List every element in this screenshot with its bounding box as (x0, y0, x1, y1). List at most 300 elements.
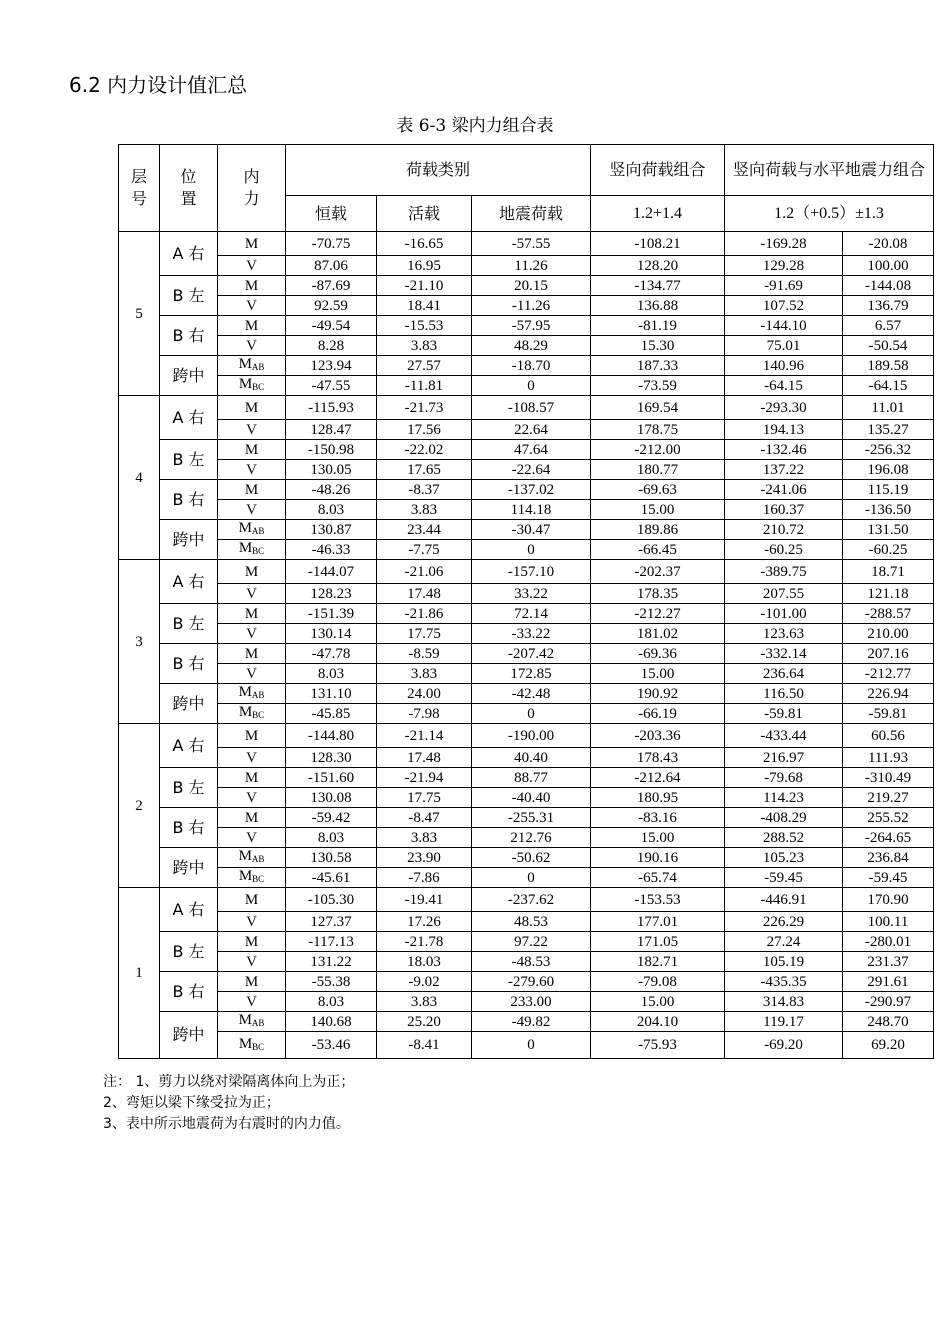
table-row (119, 912, 934, 932)
force-type: M (218, 932, 286, 952)
value-cell: 92.59 (286, 296, 377, 316)
value-cell: 189.58 (843, 356, 934, 376)
value-cell: 8.03 (286, 828, 377, 848)
table-row (119, 768, 934, 788)
value-cell: 131.22 (286, 952, 377, 972)
table-row (119, 868, 934, 888)
table-row (119, 624, 934, 644)
header-force: 内力 (218, 145, 286, 232)
value-cell: 207.55 (725, 584, 843, 604)
table-row (119, 356, 934, 376)
position-label: A 右 (160, 560, 218, 604)
value-cell: -151.39 (286, 604, 377, 624)
floor-number: 1 (119, 888, 160, 1059)
value-cell: 178.35 (591, 584, 725, 604)
value-cell: -55.38 (286, 972, 377, 992)
value-cell: 97.22 (472, 932, 591, 952)
force-type: M (218, 276, 286, 296)
table-row (119, 952, 934, 972)
table-header (119, 145, 934, 232)
value-cell: -435.35 (725, 972, 843, 992)
value-cell: 17.26 (377, 912, 472, 932)
value-cell: 169.54 (591, 396, 725, 420)
value-cell: -59.81 (843, 704, 934, 724)
value-cell: -21.06 (377, 560, 472, 584)
value-cell: 196.08 (843, 460, 934, 480)
value-cell: -241.06 (725, 480, 843, 500)
value-cell: -310.49 (843, 768, 934, 788)
value-cell: -190.00 (472, 724, 591, 748)
value-cell: 8.03 (286, 664, 377, 684)
value-cell: 17.48 (377, 584, 472, 604)
value-cell: 107.52 (725, 296, 843, 316)
table-row (119, 704, 934, 724)
position-label: A 右 (160, 724, 218, 768)
value-cell: 140.96 (725, 356, 843, 376)
value-cell: -144.10 (725, 316, 843, 336)
value-cell: -151.60 (286, 768, 377, 788)
value-cell: 0 (472, 704, 591, 724)
value-cell: 210.00 (843, 624, 934, 644)
value-cell: 105.19 (725, 952, 843, 972)
value-cell: -69.20 (725, 1032, 843, 1059)
table-row (119, 256, 934, 276)
table-row (119, 724, 934, 748)
value-cell: -136.50 (843, 500, 934, 520)
table-row (119, 748, 934, 768)
value-cell: 3.83 (377, 828, 472, 848)
position-label: B 右 (160, 972, 218, 1012)
force-type: $M_{BC}$ (218, 704, 286, 724)
value-cell: 115.19 (843, 480, 934, 500)
force-type: M (218, 480, 286, 500)
value-cell: 23.44 (377, 520, 472, 540)
force-type: V (218, 336, 286, 356)
table-row (119, 540, 934, 560)
position-label: B 右 (160, 808, 218, 848)
header-live-load: 活载 (377, 196, 472, 232)
table-row (119, 932, 934, 952)
value-cell: -264.65 (843, 828, 934, 848)
value-cell: 288.52 (725, 828, 843, 848)
value-cell: -290.97 (843, 992, 934, 1012)
value-cell: -40.40 (472, 788, 591, 808)
floor-number: 2 (119, 724, 160, 888)
value-cell: -45.85 (286, 704, 377, 724)
value-cell: 20.15 (472, 276, 591, 296)
value-cell: -144.08 (843, 276, 934, 296)
value-cell: -21.10 (377, 276, 472, 296)
value-cell: 33.22 (472, 584, 591, 604)
value-cell: 8.03 (286, 992, 377, 1012)
table-row (119, 376, 934, 396)
force-type: $M_{AB}$ (218, 848, 286, 868)
value-cell: 180.95 (591, 788, 725, 808)
force-type: M (218, 440, 286, 460)
force-type: M (218, 644, 286, 664)
value-cell: -117.13 (286, 932, 377, 952)
value-cell: 129.28 (725, 256, 843, 276)
value-cell: -212.77 (843, 664, 934, 684)
value-cell: 3.83 (377, 500, 472, 520)
floor-number: 5 (119, 232, 160, 396)
value-cell: 15.00 (591, 500, 725, 520)
value-cell: -47.55 (286, 376, 377, 396)
floor-number: 4 (119, 396, 160, 560)
value-cell: -20.08 (843, 232, 934, 256)
value-cell: 11.26 (472, 256, 591, 276)
value-cell: -50.62 (472, 848, 591, 868)
value-cell: -202.37 (591, 560, 725, 584)
value-cell: 25.20 (377, 1012, 472, 1032)
value-cell: 8.03 (286, 500, 377, 520)
value-cell: 0 (472, 376, 591, 396)
value-cell: 0 (472, 1032, 591, 1059)
value-cell: 88.77 (472, 768, 591, 788)
force-type: M (218, 724, 286, 748)
force-type: V (218, 296, 286, 316)
position-label: B 右 (160, 480, 218, 520)
value-cell: -9.02 (377, 972, 472, 992)
value-cell: -21.78 (377, 932, 472, 952)
value-cell: 11.01 (843, 396, 934, 420)
value-cell: -279.60 (472, 972, 591, 992)
value-cell: -105.30 (286, 888, 377, 912)
value-cell: 121.18 (843, 584, 934, 604)
force-type: V (218, 256, 286, 276)
value-cell: -83.16 (591, 808, 725, 828)
value-cell: 40.40 (472, 748, 591, 768)
value-cell: 87.06 (286, 256, 377, 276)
value-cell: 210.72 (725, 520, 843, 540)
value-cell: -8.41 (377, 1032, 472, 1059)
table-row (119, 440, 934, 460)
value-cell: 0 (472, 868, 591, 888)
value-cell: -59.81 (725, 704, 843, 724)
value-cell: -22.02 (377, 440, 472, 460)
position-label: 跨中 (160, 520, 218, 560)
value-cell: -389.75 (725, 560, 843, 584)
position-label: 跨中 (160, 848, 218, 888)
force-type: V (218, 500, 286, 520)
value-cell: -50.54 (843, 336, 934, 356)
position-label: B 左 (160, 440, 218, 480)
value-cell: -87.69 (286, 276, 377, 296)
value-cell: -157.10 (472, 560, 591, 584)
value-cell: -7.75 (377, 540, 472, 560)
value-cell: -408.29 (725, 808, 843, 828)
force-type: M (218, 972, 286, 992)
value-cell: -101.00 (725, 604, 843, 624)
value-cell: -21.73 (377, 396, 472, 420)
table-row (119, 992, 934, 1012)
value-cell: 3.83 (377, 664, 472, 684)
value-cell: 216.97 (725, 748, 843, 768)
value-cell: 135.27 (843, 420, 934, 440)
table-row (119, 584, 934, 604)
value-cell: 128.30 (286, 748, 377, 768)
table-row (119, 684, 934, 704)
value-cell: 207.16 (843, 644, 934, 664)
value-cell: 140.68 (286, 1012, 377, 1032)
position-label: A 右 (160, 232, 218, 276)
value-cell: -91.69 (725, 276, 843, 296)
table-row (119, 480, 934, 500)
value-cell: 226.29 (725, 912, 843, 932)
value-cell: -144.80 (286, 724, 377, 748)
value-cell: -11.26 (472, 296, 591, 316)
header-floor: 层号 (119, 145, 160, 232)
value-cell: -46.33 (286, 540, 377, 560)
value-cell: -75.93 (591, 1032, 725, 1059)
value-cell: 236.64 (725, 664, 843, 684)
value-cell: -132.46 (725, 440, 843, 460)
value-cell: 172.85 (472, 664, 591, 684)
force-type: M (218, 232, 286, 256)
value-cell: 128.20 (591, 256, 725, 276)
value-cell: 15.30 (591, 336, 725, 356)
value-cell: 48.29 (472, 336, 591, 356)
value-cell: 130.58 (286, 848, 377, 868)
force-type: $M_{AB}$ (218, 520, 286, 540)
table-row (119, 296, 934, 316)
header-seismic-factor: 1.2（+0.5）±1.3 (725, 196, 934, 232)
value-cell: 131.50 (843, 520, 934, 540)
position-label: 跨中 (160, 1012, 218, 1059)
value-cell: -21.94 (377, 768, 472, 788)
value-cell: 123.63 (725, 624, 843, 644)
table-row (119, 604, 934, 624)
value-cell: 219.27 (843, 788, 934, 808)
value-cell: -18.70 (472, 356, 591, 376)
value-cell: -169.28 (725, 232, 843, 256)
header-position: 位置 (160, 145, 218, 232)
value-cell: -203.36 (591, 724, 725, 748)
value-cell: 119.17 (725, 1012, 843, 1032)
value-cell: 23.90 (377, 848, 472, 868)
value-cell: -293.30 (725, 396, 843, 420)
value-cell: 15.00 (591, 664, 725, 684)
internal-force-table (118, 144, 934, 1059)
value-cell: 75.01 (725, 336, 843, 356)
value-cell: 178.43 (591, 748, 725, 768)
value-cell: 171.05 (591, 932, 725, 952)
value-cell: 226.94 (843, 684, 934, 704)
value-cell: 178.75 (591, 420, 725, 440)
value-cell: -49.82 (472, 1012, 591, 1032)
value-cell: -66.19 (591, 704, 725, 724)
value-cell: 137.22 (725, 460, 843, 480)
table-row (119, 644, 934, 664)
value-cell: 105.23 (725, 848, 843, 868)
force-type: V (218, 624, 286, 644)
table-row (119, 1032, 934, 1059)
value-cell: -48.26 (286, 480, 377, 500)
value-cell: 136.79 (843, 296, 934, 316)
force-type: V (218, 952, 286, 972)
value-cell: 27.24 (725, 932, 843, 952)
value-cell: -59.45 (725, 868, 843, 888)
value-cell: -15.53 (377, 316, 472, 336)
value-cell: -42.48 (472, 684, 591, 704)
value-cell: 16.95 (377, 256, 472, 276)
table-row (119, 848, 934, 868)
table-row (119, 788, 934, 808)
value-cell: 111.93 (843, 748, 934, 768)
table-row (119, 460, 934, 480)
value-cell: -150.98 (286, 440, 377, 460)
value-cell: 47.64 (472, 440, 591, 460)
value-cell: 17.65 (377, 460, 472, 480)
position-label: B 右 (160, 316, 218, 356)
value-cell: -60.25 (725, 540, 843, 560)
value-cell: 116.50 (725, 684, 843, 704)
value-cell: -433.44 (725, 724, 843, 748)
value-cell: 231.37 (843, 952, 934, 972)
value-cell: -144.07 (286, 560, 377, 584)
value-cell: 136.88 (591, 296, 725, 316)
value-cell: 190.92 (591, 684, 725, 704)
value-cell: -16.65 (377, 232, 472, 256)
force-type: M (218, 396, 286, 420)
value-cell: -207.42 (472, 644, 591, 664)
value-cell: -30.47 (472, 520, 591, 540)
value-cell: 18.41 (377, 296, 472, 316)
value-cell: 24.00 (377, 684, 472, 704)
value-cell: -22.64 (472, 460, 591, 480)
value-cell: -49.54 (286, 316, 377, 336)
table-row (119, 500, 934, 520)
value-cell: -280.01 (843, 932, 934, 952)
table-row (119, 888, 934, 912)
value-cell: -446.91 (725, 888, 843, 912)
value-cell: 130.87 (286, 520, 377, 540)
value-cell: -255.31 (472, 808, 591, 828)
force-type: M (218, 768, 286, 788)
value-cell: -69.36 (591, 644, 725, 664)
value-cell: 100.00 (843, 256, 934, 276)
value-cell: -8.59 (377, 644, 472, 664)
force-type: V (218, 748, 286, 768)
table-row (119, 276, 934, 296)
table-row (119, 828, 934, 848)
value-cell: 177.01 (591, 912, 725, 932)
force-type: V (218, 828, 286, 848)
force-type: V (218, 788, 286, 808)
value-cell: -60.25 (843, 540, 934, 560)
position-label: B 左 (160, 604, 218, 644)
value-cell: -73.59 (591, 376, 725, 396)
value-cell: 27.57 (377, 356, 472, 376)
table-row (119, 1012, 934, 1032)
force-type: V (218, 420, 286, 440)
value-cell: 160.37 (725, 500, 843, 520)
value-cell: -237.62 (472, 888, 591, 912)
value-cell: 123.94 (286, 356, 377, 376)
value-cell: -288.57 (843, 604, 934, 624)
value-cell: 72.14 (472, 604, 591, 624)
value-cell: -11.81 (377, 376, 472, 396)
value-cell: -19.41 (377, 888, 472, 912)
force-type: V (218, 460, 286, 480)
value-cell: 314.83 (725, 992, 843, 1012)
value-cell: 130.05 (286, 460, 377, 480)
value-cell: -66.45 (591, 540, 725, 560)
value-cell: 69.20 (843, 1032, 934, 1059)
force-type: V (218, 664, 286, 684)
value-cell: 60.56 (843, 724, 934, 748)
value-cell: 255.52 (843, 808, 934, 828)
value-cell: 17.75 (377, 788, 472, 808)
value-cell: 194.13 (725, 420, 843, 440)
value-cell: 182.71 (591, 952, 725, 972)
value-cell: 204.10 (591, 1012, 725, 1032)
force-type: M (218, 560, 286, 584)
value-cell: 0 (472, 540, 591, 560)
value-cell: -137.02 (472, 480, 591, 500)
value-cell: 17.75 (377, 624, 472, 644)
value-cell: 6.57 (843, 316, 934, 336)
table-row (119, 316, 934, 336)
value-cell: 128.23 (286, 584, 377, 604)
value-cell: -21.14 (377, 724, 472, 748)
position-label: B 左 (160, 276, 218, 316)
section-heading: 6.2 内力设计值汇总 (69, 73, 248, 97)
value-cell: 3.83 (377, 336, 472, 356)
force-type: M (218, 316, 286, 336)
value-cell: 187.33 (591, 356, 725, 376)
force-type: $M_{BC}$ (218, 376, 286, 396)
value-cell: 22.64 (472, 420, 591, 440)
table-row (119, 520, 934, 540)
force-type: $M_{BC}$ (218, 868, 286, 888)
note-line: 3、表中所示地震荷为右震时的内力值。 (103, 1116, 350, 1132)
value-cell: -8.37 (377, 480, 472, 500)
value-cell: -79.68 (725, 768, 843, 788)
header-seismic-combo: 竖向荷载与水平地震力组合 (725, 145, 934, 196)
table-notes (103, 1072, 354, 1135)
value-cell: -108.21 (591, 232, 725, 256)
note-line: 注： 1、剪力以绕对梁隔离体向上为正； (103, 1074, 355, 1090)
value-cell: -212.64 (591, 768, 725, 788)
value-cell: 100.11 (843, 912, 934, 932)
force-type: V (218, 584, 286, 604)
force-type: $M_{AB}$ (218, 356, 286, 376)
position-label: A 右 (160, 396, 218, 440)
table-row (119, 396, 934, 420)
value-cell: -7.98 (377, 704, 472, 724)
value-cell: -8.47 (377, 808, 472, 828)
value-cell: -332.14 (725, 644, 843, 664)
value-cell: -57.95 (472, 316, 591, 336)
value-cell: 170.90 (843, 888, 934, 912)
value-cell: 180.77 (591, 460, 725, 480)
position-label: 跨中 (160, 684, 218, 724)
header-load-type: 荷载类别 (286, 145, 591, 196)
value-cell: -79.08 (591, 972, 725, 992)
value-cell: 130.08 (286, 788, 377, 808)
table-row (119, 232, 934, 256)
value-cell: -64.15 (843, 376, 934, 396)
value-cell: -81.19 (591, 316, 725, 336)
force-type: M (218, 888, 286, 912)
value-cell: -21.86 (377, 604, 472, 624)
value-cell: 128.47 (286, 420, 377, 440)
value-cell: -212.00 (591, 440, 725, 460)
value-cell: 114.23 (725, 788, 843, 808)
value-cell: 17.48 (377, 748, 472, 768)
header-vertical-combo: 竖向荷载组合 (591, 145, 725, 196)
